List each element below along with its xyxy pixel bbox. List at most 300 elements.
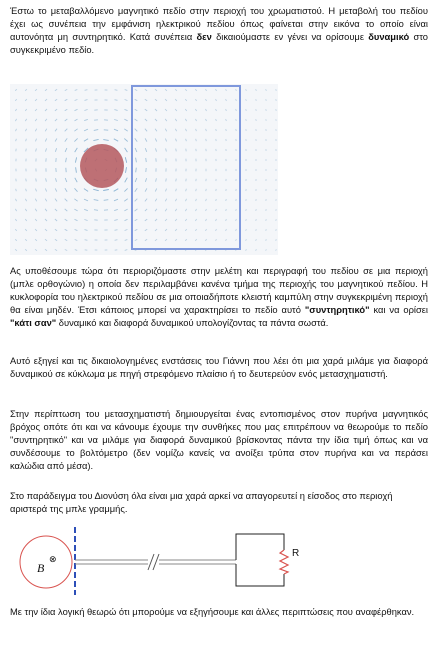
- field-arrow: [114, 209, 118, 210]
- field-arrow: [84, 209, 88, 210]
- field-arrow: [256, 89, 257, 91]
- field-arrow: [196, 139, 197, 141]
- field-arrow: [35, 89, 37, 91]
- field-arrow: [266, 239, 267, 241]
- field-arrow: [165, 129, 166, 132]
- field-arrow: [155, 199, 157, 202]
- field-arrow: [206, 219, 207, 221]
- field-arrow: [124, 188, 127, 191]
- field-arrow: [155, 219, 157, 221]
- field-arrow: [45, 219, 47, 221]
- field-arrow: [94, 130, 98, 131]
- field-arrow: [246, 99, 247, 101]
- field-arrow: [256, 249, 257, 251]
- field-arrow: [135, 219, 138, 221]
- field-arrow: [65, 239, 67, 240]
- field-arrow: [125, 230, 128, 231]
- field-arrow: [186, 189, 187, 192]
- field-arrow: [236, 109, 237, 111]
- field-arrow: [155, 119, 157, 121]
- field-arrow: [205, 229, 206, 231]
- field-arrow: [124, 209, 127, 211]
- field-arrow: [45, 99, 47, 101]
- field-arrow: [55, 139, 57, 142]
- field-arrow: [145, 119, 147, 121]
- field-arrow: [114, 129, 118, 131]
- field-arrow: [226, 209, 227, 211]
- field-arrow: [236, 89, 237, 91]
- text-run: δικαιούμαστε εν γένει να ορίσουμε: [211, 32, 369, 42]
- field-arrow: [196, 119, 197, 121]
- text-run: και να ορίσει: [369, 305, 428, 315]
- field-arrow: [74, 138, 77, 141]
- field-arrow: [236, 129, 237, 131]
- field-arrow: [236, 209, 237, 211]
- field-arrow: [94, 210, 98, 211]
- field-arrow: [216, 129, 217, 131]
- field-arrow: [15, 219, 16, 221]
- field-arrow: [185, 109, 186, 111]
- field-arrow: [75, 229, 78, 230]
- field-arrow: [126, 167, 127, 173]
- field-arrow: [175, 99, 177, 101]
- field-arrow: [135, 109, 138, 111]
- field-arrow: [195, 99, 196, 101]
- field-arrow: [35, 239, 37, 241]
- field-arrow: [36, 189, 37, 192]
- field-arrow: [65, 199, 68, 202]
- field-arrow: [25, 99, 27, 101]
- field-arrow: [145, 148, 146, 152]
- field-arrow: [25, 219, 26, 221]
- field-arrow: [55, 99, 57, 101]
- field-arrow: [156, 178, 157, 181]
- field-arrow: [35, 119, 37, 121]
- field-arrow: [15, 249, 17, 251]
- text-run: Ας υποθέσουμε τώρα ότι περιοριζόμαστε στην μελέτη και περιγραφή του πεδίου σε μια περιοχή (μπλε ορθογώνιο) η οποία δεν περιλαμβάνει κανένα τμήμα της περιοχής του μαγνητικού πεδίου. Η κυκλοφορία του ηλεκτρικού πεδίου σε μια οποιαδήποτε κλειστή καμπύλη στην συγκεκριμένη περιοχή θα είναι μηδέν. Έτσι κάποιος μπορεί να χαρακτηρίσει το πεδίο αυτό: [10, 266, 428, 315]
- field-arrow: [135, 229, 138, 230]
- field-arrow: [65, 229, 68, 230]
- field-arrow: [185, 119, 186, 121]
- field-arrow: [46, 148, 47, 151]
- field-arrow: [75, 100, 78, 101]
- field-arrow: [75, 109, 78, 110]
- field-arrow: [145, 239, 147, 240]
- field-arrow: [66, 158, 67, 162]
- field-arrow: [46, 178, 47, 181]
- field-arrow: [195, 109, 196, 111]
- field-arrow: [206, 109, 207, 111]
- field-arrow: [45, 249, 47, 250]
- field-arrow: [85, 90, 88, 91]
- field-arrow: [175, 119, 176, 121]
- field-arrow: [246, 209, 247, 211]
- field-arrow: [155, 139, 156, 142]
- field-arrow: [236, 229, 237, 231]
- field-arrow: [36, 139, 37, 142]
- field-arrow: [226, 119, 227, 121]
- field-arrow: [156, 148, 157, 151]
- field-arrow: [196, 189, 197, 191]
- field-arrow: [25, 129, 26, 131]
- field-arrow: [145, 188, 147, 191]
- field-arrow: [155, 189, 156, 192]
- field-arrow: [45, 129, 47, 132]
- field-arrow: [45, 229, 47, 231]
- field-arrow: [55, 188, 57, 191]
- field-arrow: [56, 178, 57, 182]
- field-arrow: [145, 99, 147, 101]
- field-arrow: [25, 109, 26, 111]
- field-arrow: [75, 119, 78, 121]
- field-arrow: [84, 129, 88, 131]
- field-into-page-symbol: ⊗: [49, 555, 57, 565]
- field-arrow: [266, 109, 267, 111]
- field-arrow: [16, 189, 17, 191]
- field-arrow: [65, 188, 67, 191]
- field-arrow: [84, 220, 87, 221]
- field-arrow: [186, 199, 187, 201]
- field-arrow: [176, 139, 177, 142]
- field-arrow: [35, 99, 37, 101]
- field-arrow: [216, 229, 217, 231]
- field-arrow: [186, 129, 187, 131]
- field-arrow: [145, 219, 147, 221]
- field-arrow: [206, 209, 207, 211]
- field-arrow: [125, 240, 128, 241]
- field-arrow: [65, 148, 67, 152]
- field-arrow: [25, 209, 26, 211]
- field-arrow: [16, 129, 17, 131]
- field-arrow: [35, 129, 36, 132]
- field-arrow: [65, 138, 67, 141]
- field-arrow: [65, 250, 67, 251]
- field-arrow: [65, 209, 68, 211]
- field-arrow: [45, 239, 47, 241]
- field-arrow: [276, 239, 277, 241]
- field-arrow: [125, 157, 126, 162]
- field-arrow: [84, 139, 88, 142]
- field-arrow: [55, 119, 57, 121]
- field-arrow: [35, 209, 37, 211]
- field-arrow: [145, 209, 147, 211]
- field-arrow: [136, 168, 137, 173]
- field-arrow: [276, 99, 277, 101]
- field-arrow: [55, 199, 57, 202]
- field-arrow: [75, 240, 78, 241]
- field-arrow: [215, 89, 216, 91]
- paragraph-4: Στην περίπτωση του μετασχηματιστή δημιουργείται ένας εντοπισμένος στον πυρήνα μαγνητικός βρόχος οπότε ότι και να κάνουμε έχουμε την συνθήκες που μας επιτρέπουν να θεωρούμε το πεδίο "συντηρητικό" και να μιλάμε για διαφορά δυναμικού βρίσκοντας πάντα την ίδια τιμή όπως και να συνδέσουμε το βολτόμετρο (δεν νομίζω κανείς να ανοίξει τρύπα στον πυρήνα και να περάσει καλώδια από μέσα).: [10, 409, 428, 471]
- field-arrow: [195, 239, 196, 241]
- electric-field-plot: [10, 84, 278, 255]
- field-arrow: [165, 199, 166, 202]
- field-arrow: [15, 119, 16, 121]
- field-arrow: [65, 178, 67, 182]
- field-arrow: [165, 239, 167, 241]
- field-arrow: [36, 179, 37, 182]
- field-arrow: [166, 189, 167, 192]
- field-arrow: [35, 249, 37, 250]
- field-arrow: [25, 249, 27, 251]
- field-arrow: [196, 199, 197, 201]
- field-arrow: [75, 178, 77, 182]
- circuit-diagram: [12, 526, 314, 596]
- field-arrow: [45, 109, 47, 111]
- paragraph-2: [10, 265, 428, 330]
- bold-run: "συντηρητικό": [304, 305, 370, 315]
- field-arrow: [125, 178, 128, 183]
- field-arrow: [135, 188, 137, 191]
- field-arrow: [125, 250, 128, 251]
- field-arrow: [145, 138, 147, 141]
- field-arrow: [114, 220, 117, 221]
- field-arrow: [65, 219, 68, 221]
- field-arrow: [114, 110, 117, 111]
- field-arrow: [35, 219, 37, 221]
- field-arrow: [216, 209, 217, 211]
- field-arrow: [114, 139, 118, 141]
- field-arrow: [125, 219, 128, 220]
- field-arrow: [165, 89, 167, 91]
- field-arrow: [175, 199, 176, 201]
- field-arrow: [125, 90, 128, 91]
- field-arrow: [124, 199, 127, 201]
- field-arrow: [266, 219, 267, 221]
- field-arrow: [256, 239, 257, 241]
- field-arrow: [135, 119, 138, 121]
- field-arrow: [226, 219, 227, 221]
- text-run: δυναμικό και διαφορά δυναμικού υπολογίζοντας τα πάντα σωστά.: [56, 318, 329, 328]
- field-arrow: [145, 109, 147, 111]
- magnetic-flux-region: [80, 144, 124, 188]
- field-arrow: [256, 119, 257, 121]
- field-arrow: [246, 89, 247, 91]
- field-arrow: [266, 229, 267, 231]
- field-arrow: [216, 239, 217, 241]
- field-arrow: [185, 219, 186, 221]
- field-arrow: [84, 189, 88, 192]
- field-arrow: [246, 219, 247, 221]
- field-arrow: [65, 89, 67, 90]
- field-arrow: [216, 199, 217, 201]
- field-arrow: [205, 239, 206, 241]
- field-arrow: [155, 209, 157, 211]
- field-arrow: [15, 89, 16, 91]
- field-arrow: [195, 89, 196, 91]
- field-label-b: B: [37, 561, 45, 575]
- field-arrow: [135, 199, 138, 202]
- field-arrow: [165, 229, 167, 231]
- field-arrow: [103, 190, 109, 191]
- field-arrow: [176, 179, 177, 182]
- field-arrow: [276, 109, 277, 111]
- field-arrow: [115, 100, 118, 101]
- field-arrow: [36, 149, 37, 152]
- field-arrow: [45, 199, 47, 202]
- field-arrow: [216, 219, 217, 221]
- field-arrow: [206, 189, 207, 191]
- field-arrow: [15, 229, 16, 231]
- field-arrow: [55, 209, 57, 211]
- field-arrow: [185, 99, 186, 101]
- field-arrow: [74, 199, 77, 201]
- field-arrow: [76, 167, 77, 172]
- field-arrow: [246, 229, 247, 231]
- paragraph-6: Με την ίδια λογική θεωρώ ότι μπορούμε να εξηγήσουμε και άλλες περιπτώσεις που αναφέρθηκαν.: [10, 607, 415, 617]
- field-arrow: [145, 129, 147, 132]
- field-arrow: [55, 148, 56, 152]
- field-arrow: [25, 119, 26, 121]
- field-arrow: [35, 229, 37, 231]
- field-arrow: [175, 109, 177, 111]
- field-arrow: [45, 209, 47, 211]
- flux-circle: [20, 536, 72, 588]
- field-arrow: [226, 89, 227, 91]
- field-arrow: [246, 119, 247, 121]
- field-arrow: [206, 139, 207, 141]
- field-arrow: [75, 148, 78, 152]
- field-arrow: [125, 100, 128, 101]
- field-arrow: [45, 189, 46, 192]
- field-arrow: [236, 119, 237, 121]
- field-arrow: [176, 149, 177, 152]
- field-arrow: [276, 229, 277, 231]
- field-arrow: [65, 99, 68, 100]
- field-arrow: [75, 219, 78, 220]
- field-arrow: [94, 200, 99, 201]
- field-arrow: [276, 249, 277, 250]
- field-arrow: [135, 99, 138, 100]
- field-arrow: [256, 219, 257, 221]
- field-arrow: [103, 140, 108, 141]
- field-arrow: [206, 129, 207, 131]
- field-arrow: [25, 89, 27, 91]
- field-arrow: [226, 199, 227, 201]
- field-arrow: [135, 148, 137, 152]
- field-arrow: [125, 148, 128, 152]
- loop-bottom: [236, 564, 284, 586]
- field-arrow: [55, 239, 57, 240]
- field-arrow: [165, 219, 167, 221]
- field-arrow: [145, 199, 147, 202]
- field-arrow: [196, 129, 197, 131]
- field-arrow: [75, 188, 78, 191]
- field-arrow: [135, 129, 138, 132]
- field-arrow: [15, 239, 16, 241]
- text-run: στο συγκεκριμένο πεδίο.: [10, 32, 428, 55]
- bold-run: δυναμικό: [368, 32, 410, 42]
- field-arrow: [256, 229, 257, 231]
- field-arrow: [15, 209, 16, 211]
- field-arrow: [125, 109, 128, 110]
- field-arrow: [85, 230, 88, 231]
- electric-field-figure: [10, 84, 278, 255]
- field-arrow: [266, 99, 267, 101]
- field-arrow: [155, 109, 157, 111]
- field-arrow: [195, 219, 196, 221]
- field-arrow: [74, 209, 77, 211]
- field-arrow: [16, 139, 17, 141]
- field-arrow: [84, 119, 88, 120]
- field-arrow: [185, 239, 186, 241]
- field-arrow: [226, 99, 227, 101]
- field-arrow: [114, 189, 119, 192]
- field-arrow: [25, 199, 26, 201]
- field-arrow: [15, 109, 16, 111]
- field-arrow: [115, 240, 118, 241]
- field-arrow: [276, 89, 277, 91]
- field-arrow: [135, 138, 137, 141]
- field-arrow: [256, 209, 257, 211]
- bold-run: "κάτι σαν": [10, 318, 57, 328]
- field-arrow: [26, 179, 27, 182]
- field-arrow: [175, 239, 177, 241]
- field-arrow: [236, 99, 237, 101]
- field-arrow: [136, 158, 137, 163]
- field-arrow: [35, 109, 37, 111]
- paragraph-5: Στο παράδειγμα του Διονύση όλα είναι μια χαρά αρκεί να απαγορευτεί η είσοδος στο περιοχή αριστερά της μπλε γραμμής.: [10, 491, 393, 514]
- field-arrow: [205, 99, 206, 101]
- field-arrow: [45, 139, 46, 142]
- field-arrow: [124, 119, 127, 121]
- field-arrow: [55, 129, 57, 132]
- field-arrow: [155, 89, 157, 90]
- field-arrow: [84, 199, 88, 201]
- wire-break-slash: [148, 554, 154, 570]
- field-arrow: [55, 229, 57, 231]
- field-arrow: [175, 229, 177, 231]
- field-arrow: [104, 200, 109, 201]
- field-arrow: [135, 239, 137, 240]
- field-arrow: [276, 219, 277, 221]
- field-arrow: [55, 109, 57, 111]
- field-arrow: [165, 99, 167, 101]
- field-arrow: [236, 239, 237, 241]
- field-arrow: [55, 219, 57, 221]
- field-arrow: [124, 129, 127, 131]
- field-arrow: [155, 129, 157, 132]
- field-arrow: [226, 239, 227, 241]
- resistor-label: R: [292, 548, 300, 559]
- field-arrow: [175, 209, 176, 211]
- field-arrow: [256, 99, 257, 101]
- field-arrow: [124, 139, 127, 142]
- field-arrow: [93, 189, 98, 190]
- field-arrow: [206, 119, 207, 121]
- field-arrow: [74, 129, 77, 131]
- field-arrow: [115, 90, 118, 91]
- field-arrow: [175, 89, 177, 91]
- field-arrow: [176, 189, 177, 192]
- field-arrow: [166, 149, 167, 152]
- field-arrow: [196, 209, 197, 211]
- field-arrow: [216, 119, 217, 121]
- field-arrow: [26, 139, 27, 142]
- text-run: Έστω το μεταβαλλόμενο μαγνητικό πεδίο στην περιοχή του χρωματιστού. Η μεταβολή του πεδίου έχει ως συνέπεια την εμφάνιση ηλεκτρικού πεδίου όπως φαίνεται στην εικόνα το οποίο είναι αυτονόητα μη συντηρητικό. Κατά συνέπεια: [10, 6, 428, 42]
- field-arrow: [75, 90, 78, 91]
- field-arrow: [165, 209, 167, 211]
- field-arrow: [114, 120, 118, 121]
- field-arrow: [85, 240, 88, 241]
- wire-break-slash: [153, 554, 159, 570]
- field-arrow: [55, 89, 57, 90]
- field-arrow: [165, 109, 167, 111]
- field-arrow: [226, 109, 227, 111]
- field-arrow: [165, 119, 167, 121]
- field-arrow: [195, 229, 196, 231]
- bold-run: δεν: [196, 32, 212, 42]
- field-arrow: [15, 99, 16, 101]
